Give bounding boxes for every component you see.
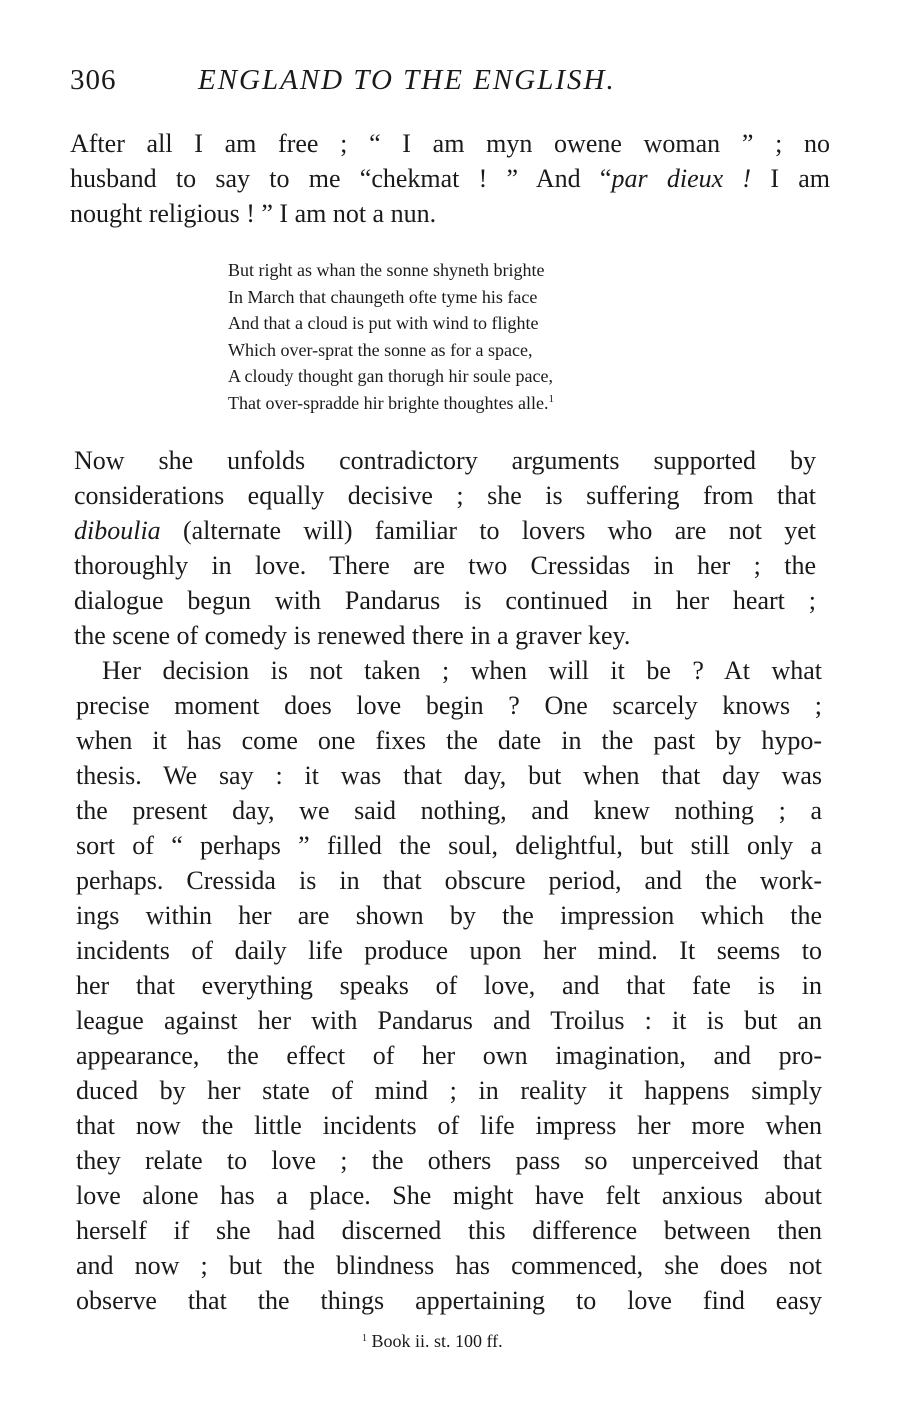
text-line: Her decision is not taken ; when will it be ? At what [102,656,822,685]
text-line: observe that the things appertaining to love find easy [76,1286,822,1315]
text-line: thesis. We say : it was that day, but when that day was [76,761,822,790]
text-line: the present day, we said nothing, and knew nothing ; a [76,796,822,825]
text-line: appearance, the effect of her own imagination, and pro- [76,1041,822,1070]
verse-line: But right as whan the sonne shyneth brighte [228,260,545,280]
footnote-reference: 1 [548,392,555,405]
footnote-marker: 1 [362,1333,367,1344]
page-number: 306 [70,64,117,96]
italic-phrase: diboulia [74,516,161,545]
text-line: and now ; but the blindness has commenced, she does not [76,1251,822,1280]
text-line: the scene of comedy is renewed there in a graver key. [74,621,631,650]
text-line: duced by her state of mind ; in reality it happens simply [76,1076,822,1105]
text-line: they relate to love ; the others pass so unperceived that [76,1146,822,1175]
text-line: diboulia (alternate will) familiar to lovers who are not yet [74,516,816,545]
footnote-text: Book ii. st. 100 ff. [371,1331,503,1351]
text-line: sort of “ perhaps ” filled the soul, delightful, but still only a [76,831,822,860]
text-line: herself if she had discerned this difference between then [76,1216,822,1245]
text-line: thoroughly in love. There are two Cressidas in her ; the [74,551,816,580]
text-line: After all I am free ; “ I am myn owene woman ” ; no [70,129,830,158]
text-line: Now she unfolds contradictory arguments supported by [74,446,816,475]
text-line: her that everything speaks of love, and that fate is in [76,971,822,1000]
text-line [70,161,830,196]
text-line: considerations equally decisive ; she is suffering from that [74,481,816,510]
paragraph-1 [74,443,816,653]
text-line: ings within her are shown by the impression which the [76,901,822,930]
verse-line-text: That over-spradde hir brighte thoughtes alle. [228,392,549,413]
verse-line: In March that chaungeth ofte tyme his face [228,286,538,307]
verse-line [228,390,554,417]
text-line: nought religious ! ” I am not a nun. [70,199,437,228]
text-line: perhaps. Cressida is in that obscure period, and the work- [76,866,822,895]
text-line: that now the little incidents of life impress her more when [76,1111,822,1140]
text-line: dialogue begun with Pandarus is continued in her heart ; [74,586,816,615]
verse-line: Which over-sprat the sonne as for a space, [228,339,533,360]
paragraph-2 [76,653,822,1318]
italic-phrase: par dieux ! [611,164,752,193]
text-line: love alone has a place. She might have felt anxious about [76,1181,822,1210]
verse-line: A cloudy thought gan thorugh hir soule pace, [228,366,553,386]
text-line: incidents of daily life produce upon her mind. It seems to [76,936,822,965]
opening-paragraph [70,126,830,231]
text-line: when it has come one fixes the date in the past by hypo- [76,726,822,755]
text-line: precise moment does love begin ? One scarcely knows ; [76,691,822,720]
verse-line: And that a cloud is put with wind to flighte [228,313,539,333]
running-title: ENGLAND TO THE ENGLISH. [198,64,616,96]
verse-quotation [228,257,554,416]
footnote [362,1331,503,1352]
text-line: league against her with Pandarus and Troilus : it is but an [76,1006,822,1035]
running-head [70,64,770,104]
text-line-part: husband to say to me “chekmat ! ” And “par dieux ! I am [70,164,831,193]
